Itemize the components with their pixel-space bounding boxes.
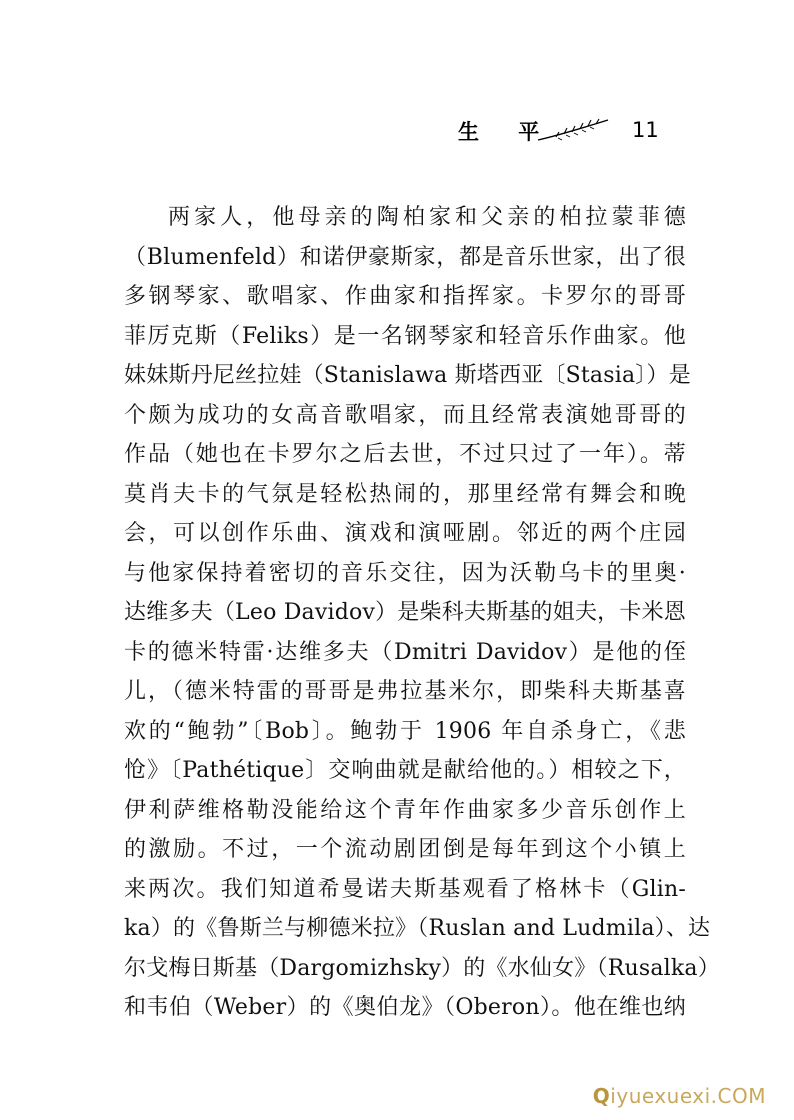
text-line: 伊利萨维格勒没能给这个青年作曲家多少音乐创作上 [124,797,686,823]
text-line: 莫肖夫卡的气氛是轻松热闹的，那里经常有舞会和晚 [124,481,686,507]
text-line: 来两次。我们知道希曼诺夫斯基观看了格林卡（Glin- [124,876,686,902]
text-line: 尔戈梅日斯基（Dargomizhsky）的《水仙女》（Rusalka） [124,955,720,981]
text-line: 卡的德米特雷·达维多夫（Dmitri Davidov）是他的侄 [124,639,686,665]
text-line: 达维多夫（Leo Davidov）是柴科夫斯基的姐夫，卡米恩 [124,600,686,625]
text-line: 和韦伯（Weber）的《奥伯龙》（Oberon）。他在维也纳 [124,995,686,1020]
text-line: 多钢琴家、歌唱家、作曲家和指挥家。卡罗尔的哥哥 [124,284,686,309]
running-header [450,112,690,152]
text-line: 作品（她也在卡罗尔之后去世，不过只过了一年）。蒂 [124,442,686,467]
text-line: 妹妹斯丹尼丝拉娃（Stanislawa 斯塔西亚〔Stasia〕）是 [124,363,691,388]
text-line: 欢的“鲍勃”〔Bob〕。鲍勃于 1906 年自杀身亡，《悲 [124,718,686,744]
text-line: （Blumenfeld）和诺伊豪斯家，都是音乐世家，出了很 [124,244,686,270]
text-line: 菲厉克斯（Feliks）是一名钢琴家和轻音乐作曲家。他 [124,323,686,349]
feather-flourish-icon [536,116,612,144]
page-number: 11 [632,118,659,142]
text-line: 怆》〔Pathétique〕交响曲就是献给他的。）相较之下， [124,758,686,783]
text-line: 两家人，他母亲的陶柏家和父亲的柏拉蒙菲德 [168,205,686,230]
site-watermark [593,1084,766,1108]
watermark-text: iyuexuexi.COM [610,1084,766,1108]
watermark-prefix: Q [592,1084,611,1108]
chapter-title: 生 平 [458,120,556,144]
text-line: 与他家保持着密切的音乐交往，因为沃勒乌卡的里奥· [124,560,686,586]
text-line: ka）的《鲁斯兰与柳德米拉》（Ruslan and Ludmila）、达 [124,916,711,941]
text-line: 的激励。不过，一个流动剧团倒是每年到这个小镇上 [124,837,686,862]
text-line: 会，可以创作乐曲、演戏和演哑剧。邻近的两个庄园 [124,521,686,546]
text-line: 儿，（德米特雷的哥哥是弗拉基米尔，即柴科夫斯基喜 [124,679,686,704]
text-line: 个颇为成功的女高音歌唱家，而且经常表演她哥哥的 [124,402,686,428]
paragraph [124,198,720,1028]
